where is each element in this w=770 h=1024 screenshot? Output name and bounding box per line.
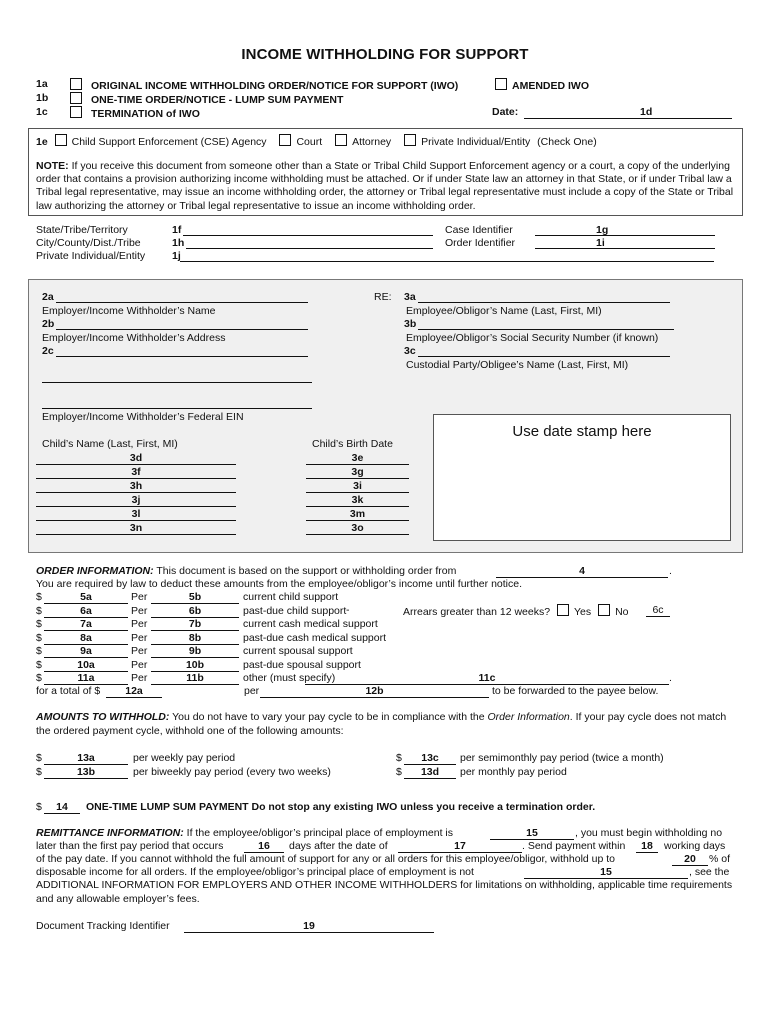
employer-address-field-2[interactable] [56,356,308,357]
order-date-field[interactable]: 17 [398,840,522,853]
employment-state-field-2[interactable]: 15 [524,866,688,879]
date-label: Date: [492,106,519,118]
total-period-field[interactable]: 12b [260,685,489,698]
other-specify-field[interactable]: 11c [305,672,669,685]
remit-text: disposable income for all orders. If the employee/obligor’s principal place of employment is not [36,866,474,878]
weekly-label: per weekly pay period [133,752,236,764]
lump-sum-field[interactable]: 14 [44,801,80,814]
child-dob-field[interactable]: 3o [306,522,409,535]
obligor-name-field[interactable] [418,302,670,303]
case-field[interactable] [535,235,715,236]
dollar-sign: $ [36,618,42,630]
support-type-label: past-due spousal support [243,658,361,671]
arrears-yes-checkbox[interactable] [557,604,569,616]
period-field[interactable]: 10b [151,659,239,672]
dollar-sign: $ [36,645,42,657]
period-field[interactable]: 8b [151,632,239,645]
sender-row: 1e Child Support Enforcement (CSE) Agency Court Attorney Private Individual/Entity (Check One) [36,136,597,148]
child-dob-field[interactable]: 3i [306,480,409,493]
semimonthly-label: per semimonthly pay period (twice a month) [460,752,664,764]
termination-checkbox[interactable] [70,106,82,118]
child-name-field[interactable]: 3l [36,508,236,521]
private-entity-checkbox[interactable] [404,134,416,146]
dollar-sign: $ [36,658,42,671]
date-stamp-box [433,414,731,541]
child-name-field[interactable]: 3f [36,466,236,479]
code-1a: 1a [36,78,48,90]
form-title: INCOME WITHHOLDING FOR SUPPORT [241,46,529,63]
amount-field[interactable]: 10a [44,659,128,672]
order-required-text: You are required by law to deduct these amounts from the employee/obligor’s income until further notice. [36,578,522,590]
code-2c: 2c [42,345,54,357]
period-field[interactable]: 6b [151,605,239,618]
per-label: Per [131,591,148,603]
remit-additional-info: ADDITIONAL INFORMATION FOR EMPLOYERS AND OTHER INCOME WITHHOLDERS for limitations on withholding, applicable time requirements and any allowable employer’s fees. [36,879,733,905]
forward-text: to be forwarded to the payee below. [492,685,659,697]
amount-field[interactable]: 9a [44,645,128,658]
total-amount-field[interactable]: 12a [106,685,162,698]
case-code: 1g [596,224,609,236]
percent-field[interactable]: 20 [672,853,708,866]
weekly-amount-field[interactable]: 13a [44,752,128,765]
child-dob-field[interactable]: 3k [306,494,409,507]
arrears-no-checkbox[interactable] [598,604,610,616]
private-label: Private Individual/Entity [36,250,146,262]
private-code: 1j [172,250,181,262]
period-field[interactable]: 5b [151,591,239,604]
employer-address-field[interactable] [56,329,308,330]
date-stamp-label: Use date stamp here [512,423,652,440]
remit-text: of the pay date. If you cannot withhold the full amount of support for any or all orders for this employee/obligor, withhold up to [36,853,616,865]
dollar-sign: $ [36,672,42,684]
amount-field[interactable]: 7a [44,618,128,631]
period-field[interactable]: 11b [151,672,239,685]
biweekly-amount-field[interactable]: 13b [44,766,128,779]
monthly-label: per monthly pay period [460,766,567,778]
monthly-amount-field[interactable]: 13d [404,766,456,779]
amount-field[interactable]: 8a [44,632,128,645]
remit-text: days after the date of [289,840,388,852]
period: . [669,565,672,577]
support-type-label: past-due child support [243,604,347,617]
order-label: Order Identifier [445,237,516,249]
days-field[interactable]: 16 [244,840,284,853]
obligee-name-field[interactable] [418,356,670,357]
obligor-name-label: Employee/Obligor’s Name (Last, First, MI) [406,305,602,317]
per-label: Per [131,658,148,671]
remit-text: , see the [689,866,730,878]
employer-address-field-3[interactable] [42,382,312,383]
code-3c: 3c [404,345,416,357]
date-field[interactable] [524,118,732,119]
remit-text: working days [664,840,726,852]
amount-field[interactable]: 6a [44,605,128,618]
employment-state-field[interactable]: 15 [490,827,574,840]
city-code: 1h [172,237,185,249]
remit-text: , you must begin withholding no [575,827,723,839]
working-days-field[interactable]: 18 [636,840,658,853]
dollar-sign: $ [36,801,42,813]
lump-sum-option[interactable]: ONE-TIME ORDER/NOTICE - LUMP SUM PAYMENT [70,92,343,106]
termination-option[interactable]: TERMINATION of IWO [70,106,200,120]
dollar-sign: $ [396,766,402,778]
order-source-field[interactable]: 4 [496,565,668,578]
child-name-field[interactable]: 3n [36,522,236,535]
remit-text: later than the first pay period that occurs [36,840,224,852]
period-field[interactable]: 7b [151,618,239,631]
child-name-field[interactable]: 3d [36,452,236,465]
support-type-label: other (must specify) [243,672,336,684]
arrears-question: Arrears greater than 12 weeks? Yes No [403,606,629,618]
child-dob-field[interactable]: 3g [306,466,409,479]
semimonthly-amount-field[interactable]: 13c [404,752,456,765]
tracking-label: Document Tracking Identifier [36,920,170,932]
remit-text: % of [709,853,731,865]
lump-sum-checkbox[interactable] [70,92,82,104]
employer-ein-label: Employer/Income Withholder’s Federal EIN [42,411,244,423]
original-iwo-option[interactable]: ORIGINAL INCOME WITHHOLDING ORDER/NOTICE FOR SUPPORT (IWO) [70,78,458,92]
cse-agency-checkbox[interactable] [55,134,67,146]
state-code: 1f [172,224,182,236]
code-3b: 3b [404,318,417,330]
support-type-label: current child support [243,591,339,603]
per-label: Per [131,631,148,644]
period: . [669,672,672,684]
order-field[interactable] [535,248,715,249]
case-label: Case Identifier [445,224,513,236]
order-code: 1i [596,237,605,249]
dollar-sign: $ [36,604,42,617]
note-paragraph: NOTE: If you receive this document from someone other than a State or Tribal Child Support Enforcement agency or a court, a copy of the underlying order that contains a provision authorizing income withholding must be attached. Or if under State law an attorney in that State, or if under Tribal law a Tribal legal representative, may issue an income withholding order, the attorney or Tribal legal representative must include a copy of the State or Tribal law authorizing the attorney or Tribal legal representative to issue an income withholding order. [36,160,734,212]
employer-address-label: Employer/Income Withholder’s Address [42,332,226,344]
arrears-code[interactable]: 6c [646,604,670,617]
tracking-field[interactable]: 19 [184,920,434,933]
obligor-ssn-label: Employee/Obligor’s Social Security Number (if known) [406,332,659,344]
dollar-sign: $ [36,766,42,778]
per-label: Per [131,618,148,630]
code-3a: 3a [404,291,416,303]
remit-text: . Send payment within [522,840,626,852]
order-intro: ORDER INFORMATION: This document is based on the support or withholding order from [36,565,457,577]
re-label: RE: [374,291,392,303]
private-field[interactable] [180,261,714,262]
original-iwo-checkbox[interactable] [70,78,82,90]
code-1b: 1b [36,92,49,104]
obligee-name-label: Custodial Party/Obligee’s Name (Last, First, MI) [406,359,629,371]
child-dob-field[interactable]: 3m [306,508,409,521]
city-field[interactable] [186,248,433,249]
obligor-ssn-field[interactable] [418,329,674,330]
city-label: City/County/Dist./Tribe [36,237,141,249]
child-name-header: Child’s Name (Last, First, MI) [42,438,178,450]
attorney-checkbox[interactable] [335,134,347,146]
dollar-sign: $ [36,752,42,764]
amount-field[interactable]: 5a [44,591,128,604]
code-2b: 2b [42,318,55,330]
total-label: for a total of $ [36,685,101,697]
court-checkbox[interactable] [279,134,291,146]
dollar-sign: $ [36,591,42,603]
child-dob-header: Child’s Birth Date [312,438,393,450]
biweekly-label: per biweekly pay period (every two weeks) [133,766,331,778]
remit-line-1: REMITTANCE INFORMATION: If the employee/obligor’s principal place of employment is [36,827,454,839]
period-field[interactable]: 9b [151,645,239,658]
support-type-label: current cash medical support [243,618,378,630]
total-per-label: per [244,685,260,697]
employer-name-field[interactable] [56,302,308,303]
dollar-sign: $ [36,631,42,644]
child-dob-field[interactable]: 3e [306,452,409,465]
support-type-label: current spousal support [243,645,353,657]
code-1c: 1c [36,106,48,118]
dollar-sign: $ [396,752,402,764]
amounts-paragraph: AMOUNTS TO WITHHOLD: You do not have to vary your pay cycle to be in compliance with the Order Information. If your pay cycle does not match the ordered payment cycle, withhold one of the following amounts: [36,711,727,737]
support-type-label: past-due cash medical support [243,631,386,644]
code-2a: 2a [42,291,54,303]
per-label: Per [131,672,148,684]
date-code: 1d [640,106,653,118]
amended-iwo-checkbox[interactable] [495,78,507,90]
per-label: Per [131,604,148,617]
amended-iwo-option[interactable]: AMENDED IWO [495,78,589,92]
employer-ein-field[interactable] [42,408,312,409]
child-name-field[interactable]: 3j [36,494,236,507]
amount-field[interactable]: 11a [44,672,128,685]
employer-name-label: Employer/Income Withholder’s Name [42,305,216,317]
child-name-field[interactable]: 3h [36,480,236,493]
state-label: State/Tribe/Territory [36,224,128,236]
dash: - [346,604,350,616]
lump-sum-text: ONE-TIME LUMP SUM PAYMENT Do not stop any existing IWO unless you receive a termination order. [86,801,596,813]
state-field[interactable] [183,235,433,236]
per-label: Per [131,645,148,657]
